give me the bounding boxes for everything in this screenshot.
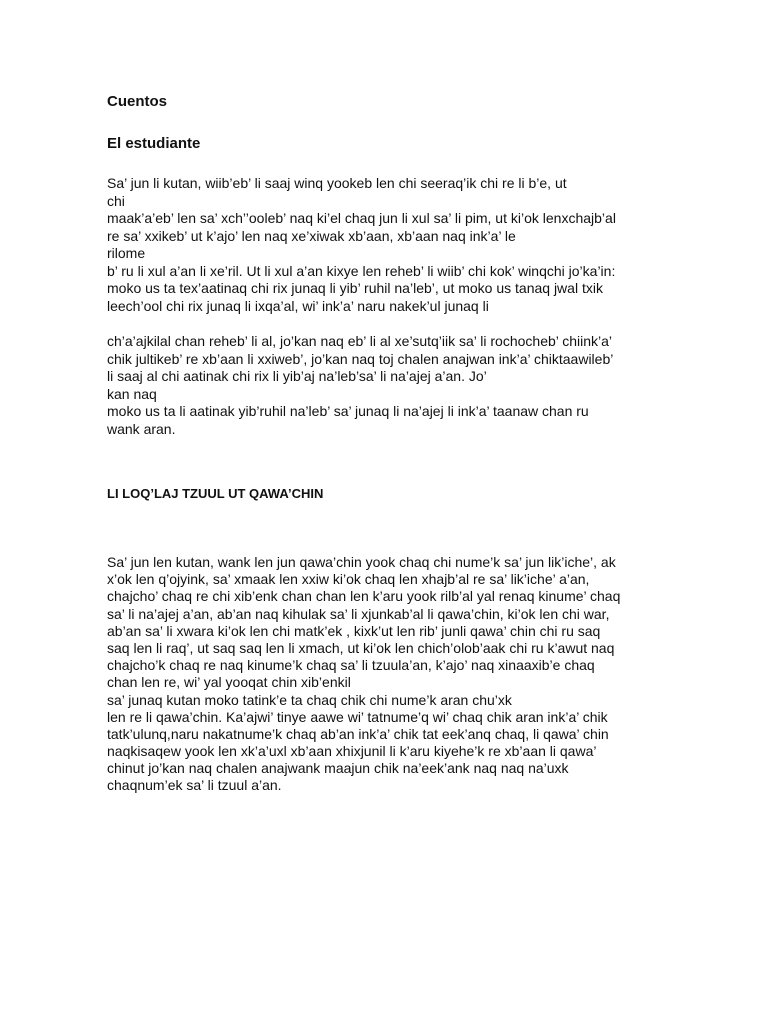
- document-title: Cuentos: [107, 93, 167, 110]
- text-line: moko us ta li aatinak yib’ruhil na’leb’ sa’ junaq li na’ajej li ink’a’ taanaw chan ru: [107, 403, 589, 419]
- text-line: sa’ li na’ajej a’an, ab’an naq kihulak sa’ li xjunkab’al li qawa’chin, ki’ok len chi war,: [107, 605, 610, 622]
- text-line: chik jultikeb’ re xb’aan li xxiweb’, jo’kan naq toj chalen anajwan ink’a’ chiktaawileb’: [107, 350, 614, 367]
- text-line: chajcho’ chaq re chi xib’enk chan chan len k’aru yook rilb’al yal renaq kinume’ chaq: [107, 588, 621, 605]
- text-line: sa’ junaq kutan moko tatink’e ta chaq chik chi nume’k aran chu’xk: [107, 691, 512, 708]
- text-line: wank aran.: [107, 420, 176, 437]
- text-line: chan len re, wi’ yal yooqat chin xib’enkil: [107, 674, 351, 691]
- text-line: Sa’ jun li kutan, wiib’eb’ li saaj winq yookeb len chi seeraq’ik chi re li b’e, ut: [107, 175, 567, 191]
- text-line: rilome: [107, 245, 146, 261]
- text-line: maak’a’eb’ len sa’ xch’’ooleb’ naq ki’el chaq jun li xul sa’ li pim, ut ki’ok lenxchajb’al: [107, 210, 616, 226]
- story-title-el-estudiante: El estudiante: [107, 135, 201, 152]
- text-line: kan naq: [107, 385, 157, 402]
- text-line: Sa’ jun len kutan, wank len jun qawa’chin yook chaq chi nume’k sa’ jun lik’iche’, ak: [107, 554, 616, 570]
- text-line: naqkisaqew yook len xk’a’uxl xb’aan xhixjunil li k’aru kiyehe’k re xb’aan li qawa’: [107, 743, 597, 760]
- text-line: ch’a’ajkilal chan reheb’ li al, jo’kan naq eb’ li al xe’sutq’iik sa’ li rochocheb’ chiink’a’: [107, 333, 613, 349]
- text-line: chajcho’k chaq re naq kinume’k chaq sa’ li tzuula’an, k’ajo’ naq xinaaxib’e chaq: [107, 657, 595, 674]
- story2-paragraph-1: [107, 554, 620, 795]
- text-line: len re li qawa’chin. Ka’ajwi’ tinye aawe wi’ tatnume’q wi’ chaq chik aran ink’a’ chik: [107, 708, 608, 725]
- text-line: moko us ta tex’aatinaq chi rix junaq li yib’ ruhil na’leb’, ut moko us tanaq jwal txik: [107, 280, 603, 296]
- story1-paragraph-1: [107, 175, 616, 315]
- text-line: leech’ool chi rix junaq li ixqa’al, wi’ ink’a’ naru nakek’ul junaq li: [107, 297, 489, 314]
- text-line: chaqnum’ek sa’ li tzuul a’an.: [107, 777, 282, 794]
- text-line: chi: [107, 192, 125, 209]
- story-title-loq-laj-tzuul: LI LOQ’LAJ TZUUL UT QAWA’CHIN: [107, 486, 324, 501]
- text-line: ab’an sa’ li xwara ki’ok len chi matk’ek , kixk’ut len rib’ junli qawa’ chin chi ru saq: [107, 622, 601, 639]
- text-line: saq len li raq’, ut saq saq len li xmach, ut ki’ok len chich’olob’aak chi ru k’awut naq: [107, 639, 615, 656]
- text-line: chinut jo’kan naq chalen anajwank maajun chik na’eek’ank naq naq na’uxk: [107, 760, 569, 777]
- text-line: re sa’ xxikeb’ ut k’ajo’ len naq xe’xiwak xb’aan, xb’aan naq ink’a’ le: [107, 227, 516, 244]
- text-line: x’ok len q’ojyink, sa’ xmaak len xxiw ki’ok chaq len xhajb’al re sa’ lik’iche’ a’an,: [107, 571, 590, 588]
- text-line: b’ ru li xul a’an li xe’ril. Ut li xul a’an kixye len reheb’ li wiib’ chi kok’ winqchi jo’ka’in:: [107, 262, 616, 279]
- text-line: tatk’ulunq,naru nakatnume’k chaq ab’an ink’a’ chik tat eek’anq chaq, li qawa’ chin: [107, 725, 609, 742]
- story1-paragraph-2: [107, 333, 613, 438]
- text-line: li saaj al chi aatinak chi rix li yib’aj na’leb’sa’ li na’ajej a’an. Jo’: [107, 368, 487, 384]
